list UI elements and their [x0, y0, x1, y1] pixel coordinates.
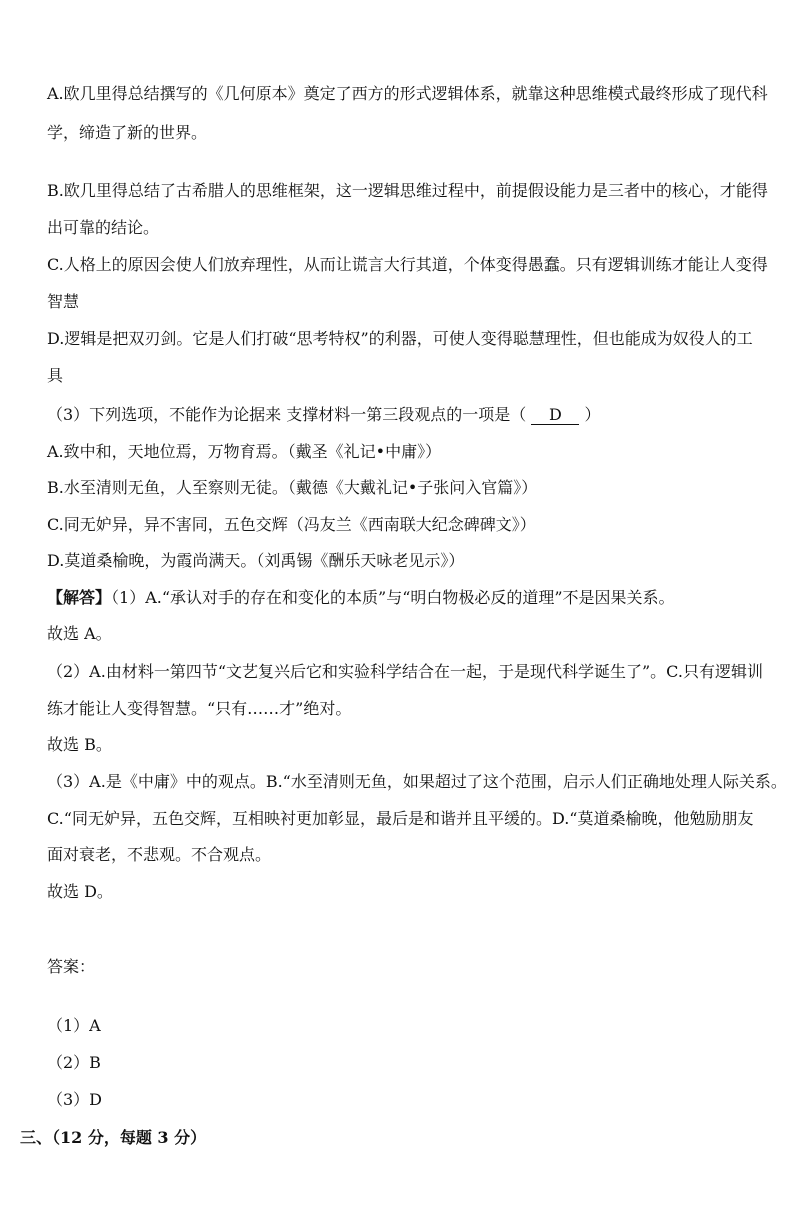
solution-label: 【解答】	[47, 588, 112, 607]
option-a-line-1: A.欧几里得总结撰写的《几何原本》奠定了西方的形式逻辑体系，就靠这种思维模式最终形成了现代科	[47, 84, 768, 103]
option-b-line-2: 出可靠的结论。	[47, 218, 160, 237]
solution-part-1	[47, 588, 760, 608]
option-d-line-1: D.逻辑是把双刃剑。它是人们打破“思考特权”的利器，可使人变得聪慧理性，但也能成为奴役人的工	[47, 329, 753, 348]
option-d-line-2: 具	[47, 366, 64, 385]
question-3-stem-prefix: （3）下列选项，不能作为论据来 支撑材料一第三段观点的一项是（	[47, 405, 527, 424]
solution-part-3-line-2: C.“同无妒异，五色交辉，互相映衬更加彰显，最后是和谐并且平缓的。D.“莫道桑榆晚，他勉励朋友	[47, 809, 754, 828]
solution-part-3-line-3: 面对衰老，不悲观。不合观点。	[47, 845, 272, 864]
option-a-line-2: 学，缔造了新的世界。	[47, 123, 208, 142]
solution-part-2-line-1: （2）A.由材料一第四节“文艺复兴后它和实验科学结合在一起，于是现代科学诞生了”。C.只有逻辑训	[47, 662, 763, 681]
answers-label: 答案：	[47, 957, 96, 976]
solution-part-3-line-1: （3）A.是《中庸》中的观点。B.“水至清则无鱼，如果超过了这个范围，启示人们正确地处理人际关系。	[47, 772, 787, 791]
answer-item-1: （1）A	[47, 1016, 101, 1035]
solution-part-1-choice: 故选 A。	[47, 624, 112, 643]
solution-part-1-text: （1）A.“承认对手的存在和变化的本质”与“明白物极必反的道理”不是因果关系。	[111, 588, 675, 607]
section-three-title: 三、（12 分，每题 3 分）	[20, 1128, 207, 1147]
option-c-line-1: C.人格上的原因会使人们放弃理性，从而让谎言大行其道，个体变得愚蠢。只有逻辑训练才能让人变得	[47, 255, 768, 274]
option-c-line-2: 智慧	[47, 292, 80, 311]
solution-part-2-line-2: 练才能让人变得智慧。“只有……才”绝对。	[47, 699, 352, 718]
option-b-line-1: B.欧几里得总结了古希腊人的思维框架，这一逻辑思维过程中，前提假设能力是三者中的核心，才能得	[47, 181, 768, 200]
solution-part-2-choice: 故选 B。	[47, 735, 112, 754]
answer-item-3: （3）D	[47, 1090, 103, 1109]
answer-item-2: （2）B	[47, 1053, 101, 1072]
q3-option-a: A.致中和，天地位焉，万物育焉。（戴圣《礼记•中庸》）	[47, 442, 442, 461]
solution-part-3-choice: 故选 D。	[47, 882, 113, 901]
q3-option-d: D.莫道桑榆晚，为霞尚满天。（刘禹锡《酬乐天咏老见示》）	[47, 551, 465, 570]
q3-option-c: C.同无妒异，异不害同，五色交辉（冯友兰《西南联大纪念碑碑文》）	[47, 515, 536, 534]
question-3-answer-blank: D	[531, 406, 579, 425]
question-3-stem-suffix: ）	[584, 405, 601, 424]
question-3-stem	[47, 405, 760, 425]
q3-option-b: B.水至清则无鱼，人至察则无徒。（戴德《大戴礼记•子张问入官篇》）	[47, 478, 538, 497]
